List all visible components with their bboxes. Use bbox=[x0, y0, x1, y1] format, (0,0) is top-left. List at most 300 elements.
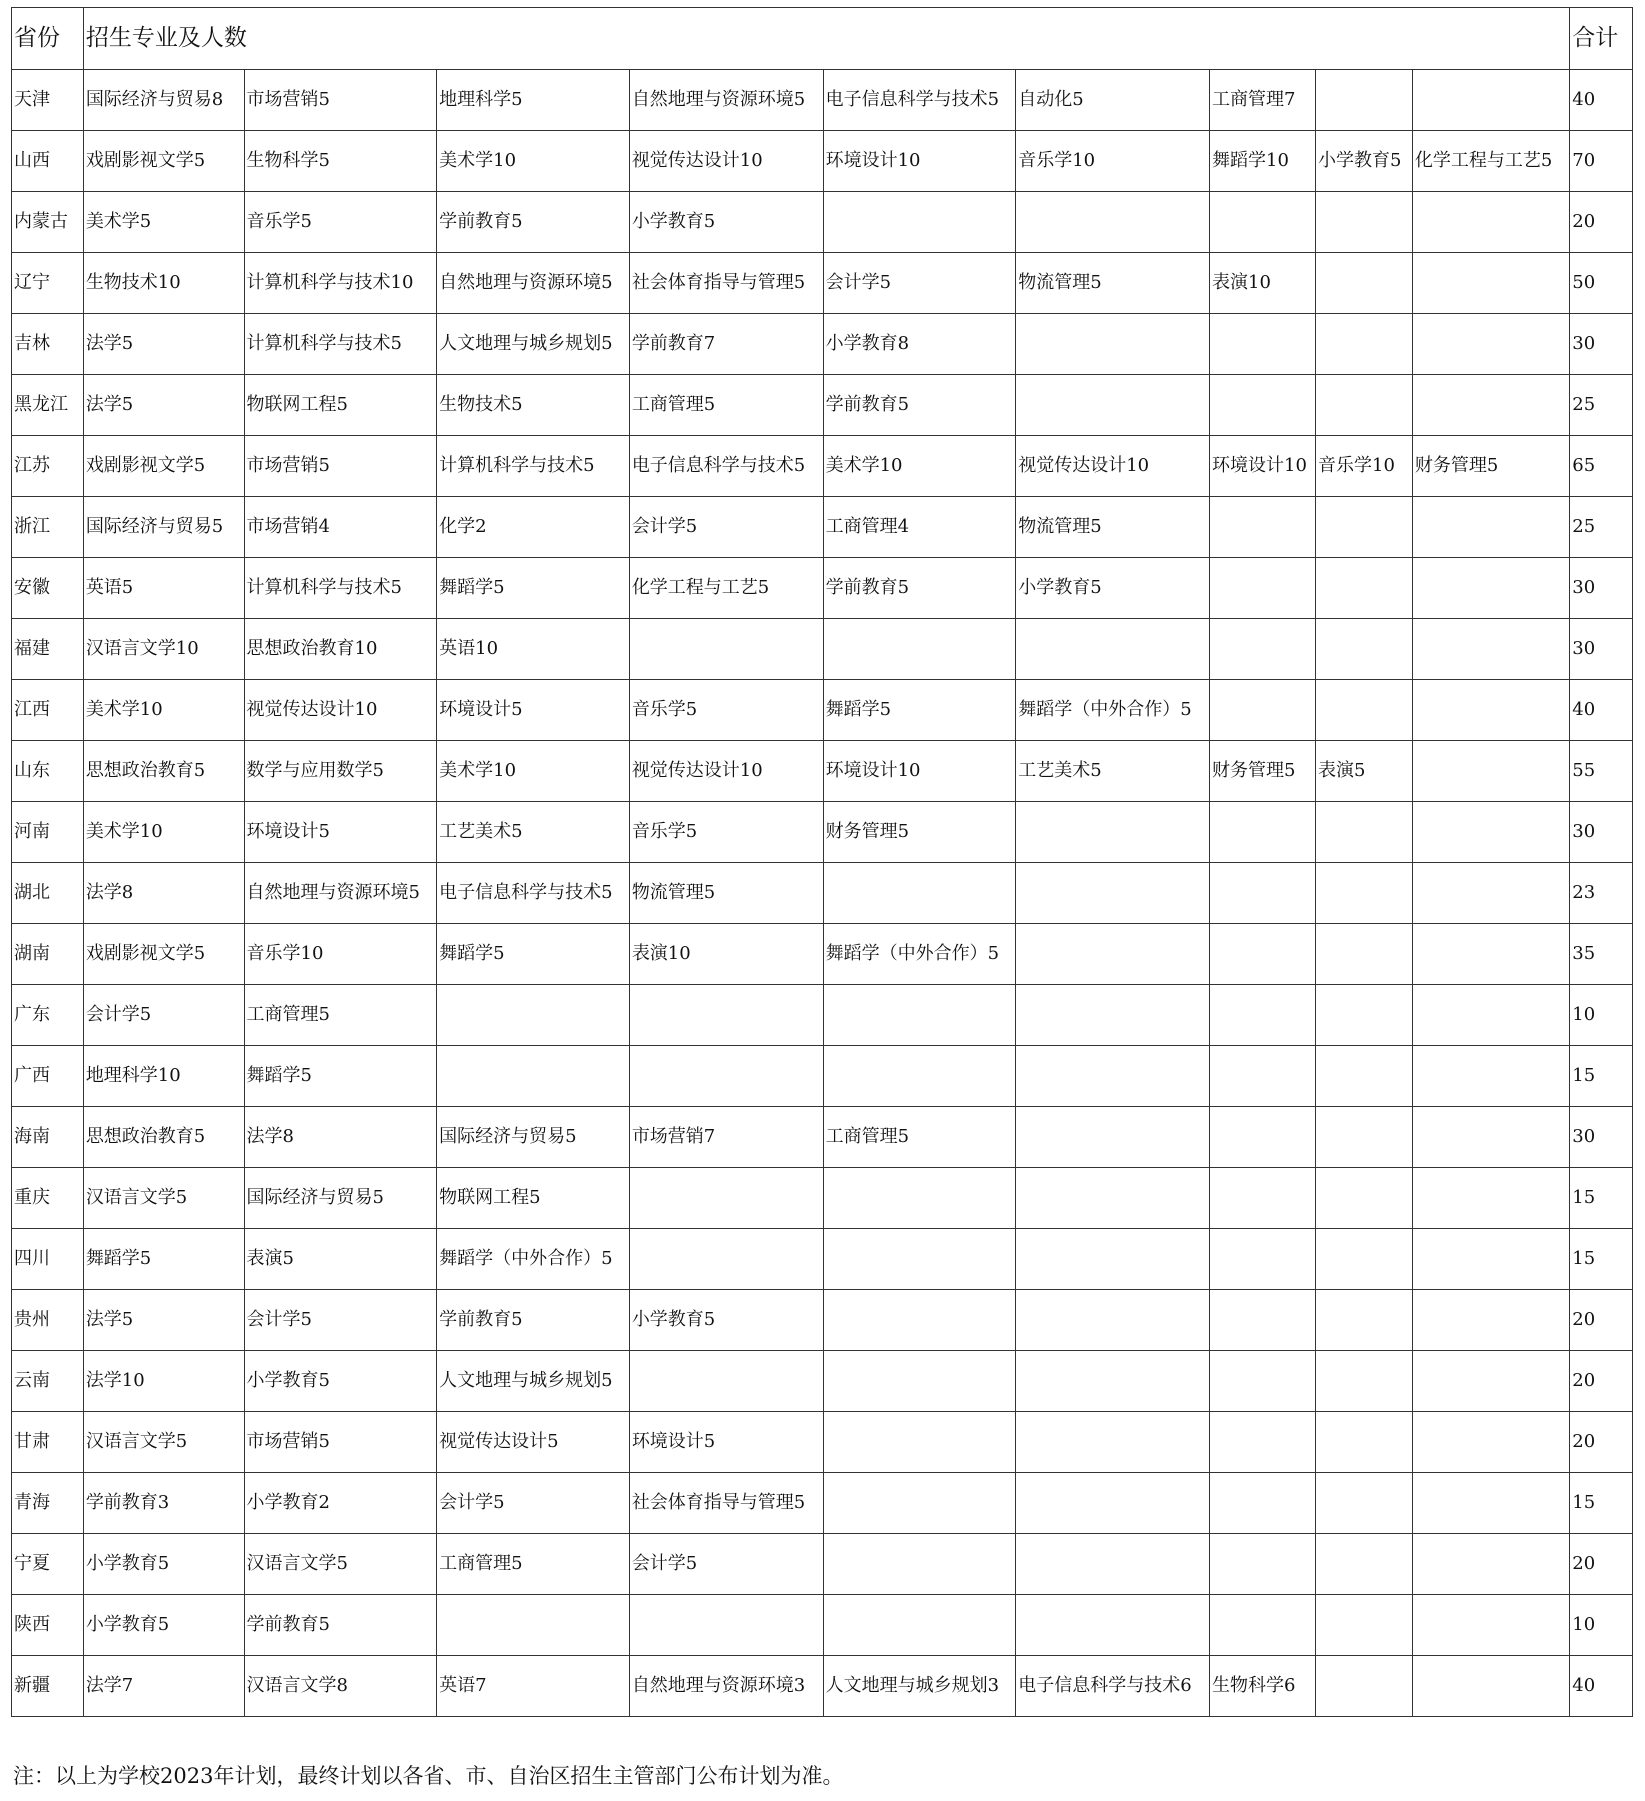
major-cell: 环境设计10 bbox=[1210, 436, 1316, 497]
major-cell bbox=[1016, 1107, 1210, 1168]
major-cell bbox=[629, 1229, 823, 1290]
table-row bbox=[12, 375, 1633, 436]
major-cell bbox=[1210, 985, 1316, 1046]
major-cell: 舞蹈学10 bbox=[1210, 131, 1316, 192]
major-cell bbox=[1210, 863, 1316, 924]
major-cell bbox=[1412, 1107, 1569, 1168]
province-cell: 新疆 bbox=[12, 1656, 84, 1717]
major-cell bbox=[1316, 1473, 1413, 1534]
major-cell bbox=[1016, 314, 1210, 375]
major-cell: 生物科学6 bbox=[1210, 1656, 1316, 1717]
province-cell: 贵州 bbox=[12, 1290, 84, 1351]
major-cell: 美术学10 bbox=[437, 741, 630, 802]
province-cell: 宁夏 bbox=[12, 1534, 84, 1595]
major-cell: 学前教育5 bbox=[823, 375, 1016, 436]
province-cell: 海南 bbox=[12, 1107, 84, 1168]
major-cell: 地理科学5 bbox=[437, 70, 630, 131]
province-cell: 青海 bbox=[12, 1473, 84, 1534]
major-cell: 物流管理5 bbox=[1016, 253, 1210, 314]
major-cell: 法学5 bbox=[83, 375, 244, 436]
major-cell bbox=[1412, 558, 1569, 619]
province-cell: 浙江 bbox=[12, 497, 84, 558]
major-cell: 地理科学10 bbox=[83, 1046, 244, 1107]
major-cell: 舞蹈学5 bbox=[244, 1046, 437, 1107]
major-cell: 思想政治教育5 bbox=[83, 1107, 244, 1168]
total-cell: 30 bbox=[1570, 314, 1633, 375]
major-cell bbox=[1316, 680, 1413, 741]
major-cell: 财务管理5 bbox=[1210, 741, 1316, 802]
major-cell: 生物技术5 bbox=[437, 375, 630, 436]
province-cell: 云南 bbox=[12, 1351, 84, 1412]
total-cell: 30 bbox=[1570, 1107, 1633, 1168]
province-cell: 江苏 bbox=[12, 436, 84, 497]
major-cell: 人文地理与城乡规划5 bbox=[437, 314, 630, 375]
major-cell bbox=[1412, 863, 1569, 924]
major-cell: 工商管理5 bbox=[823, 1107, 1016, 1168]
major-cell: 环境设计10 bbox=[823, 741, 1016, 802]
province-cell: 安徽 bbox=[12, 558, 84, 619]
major-cell bbox=[629, 1046, 823, 1107]
major-cell: 物流管理5 bbox=[1016, 497, 1210, 558]
table-row bbox=[12, 70, 1633, 131]
major-cell bbox=[1210, 1107, 1316, 1168]
major-cell: 舞蹈学5 bbox=[437, 558, 630, 619]
table-row bbox=[12, 1351, 1633, 1412]
major-cell bbox=[1210, 1229, 1316, 1290]
major-cell: 市场营销5 bbox=[244, 436, 437, 497]
major-cell bbox=[1016, 1046, 1210, 1107]
major-cell bbox=[1412, 1046, 1569, 1107]
major-cell: 英语7 bbox=[437, 1656, 630, 1717]
total-cell: 50 bbox=[1570, 253, 1633, 314]
major-cell bbox=[1412, 802, 1569, 863]
major-cell: 表演10 bbox=[629, 924, 823, 985]
major-cell: 小学教育5 bbox=[83, 1595, 244, 1656]
header-total: 合计 bbox=[1570, 8, 1633, 70]
major-cell: 美术学10 bbox=[823, 436, 1016, 497]
major-cell bbox=[1016, 1351, 1210, 1412]
major-cell bbox=[1210, 802, 1316, 863]
major-cell: 会计学5 bbox=[629, 497, 823, 558]
major-cell: 小学教育5 bbox=[629, 1290, 823, 1351]
major-cell: 表演10 bbox=[1210, 253, 1316, 314]
major-cell: 国际经济与贸易8 bbox=[83, 70, 244, 131]
major-cell bbox=[1210, 1351, 1316, 1412]
major-cell: 法学8 bbox=[83, 863, 244, 924]
table-row bbox=[12, 1046, 1633, 1107]
table-row bbox=[12, 1412, 1633, 1473]
total-cell: 55 bbox=[1570, 741, 1633, 802]
major-cell: 舞蹈学（中外合作）5 bbox=[823, 924, 1016, 985]
table-row bbox=[12, 1107, 1633, 1168]
major-cell bbox=[823, 1229, 1016, 1290]
major-cell bbox=[1412, 1473, 1569, 1534]
major-cell bbox=[1210, 924, 1316, 985]
major-cell bbox=[1412, 741, 1569, 802]
major-cell: 工商管理5 bbox=[437, 1534, 630, 1595]
total-cell: 20 bbox=[1570, 1412, 1633, 1473]
major-cell: 表演5 bbox=[1316, 741, 1413, 802]
major-cell bbox=[1210, 1534, 1316, 1595]
major-cell bbox=[1316, 558, 1413, 619]
major-cell bbox=[1316, 375, 1413, 436]
major-cell bbox=[1210, 375, 1316, 436]
major-cell bbox=[1412, 1656, 1569, 1717]
major-cell: 会计学5 bbox=[823, 253, 1016, 314]
major-cell: 自然地理与资源环境5 bbox=[244, 863, 437, 924]
table-row bbox=[12, 1534, 1633, 1595]
total-cell: 40 bbox=[1570, 70, 1633, 131]
major-cell: 自然地理与资源环境3 bbox=[629, 1656, 823, 1717]
major-cell bbox=[1210, 1595, 1316, 1656]
table-row bbox=[12, 924, 1633, 985]
major-cell bbox=[1210, 1290, 1316, 1351]
major-cell bbox=[1412, 1351, 1569, 1412]
total-cell: 15 bbox=[1570, 1046, 1633, 1107]
province-cell: 辽宁 bbox=[12, 253, 84, 314]
major-cell bbox=[1016, 1595, 1210, 1656]
major-cell: 思想政治教育10 bbox=[244, 619, 437, 680]
major-cell bbox=[1412, 619, 1569, 680]
total-cell: 40 bbox=[1570, 1656, 1633, 1717]
major-cell: 自然地理与资源环境5 bbox=[629, 70, 823, 131]
total-cell: 35 bbox=[1570, 924, 1633, 985]
major-cell: 美术学10 bbox=[437, 131, 630, 192]
header-province: 省份 bbox=[12, 8, 84, 70]
major-cell: 工艺美术5 bbox=[1016, 741, 1210, 802]
major-cell: 汉语言文学5 bbox=[83, 1412, 244, 1473]
major-cell bbox=[823, 1351, 1016, 1412]
major-cell: 社会体育指导与管理5 bbox=[629, 253, 823, 314]
major-cell bbox=[1316, 1534, 1413, 1595]
major-cell: 表演5 bbox=[244, 1229, 437, 1290]
major-cell bbox=[1316, 1412, 1413, 1473]
major-cell bbox=[823, 1168, 1016, 1229]
major-cell bbox=[1316, 1351, 1413, 1412]
province-cell: 湖北 bbox=[12, 863, 84, 924]
major-cell bbox=[1316, 1595, 1413, 1656]
major-cell: 自然地理与资源环境5 bbox=[437, 253, 630, 314]
major-cell bbox=[1016, 192, 1210, 253]
major-cell: 舞蹈学（中外合作）5 bbox=[437, 1229, 630, 1290]
major-cell: 法学5 bbox=[83, 314, 244, 375]
table-row bbox=[12, 558, 1633, 619]
major-cell bbox=[1412, 497, 1569, 558]
major-cell: 学前教育3 bbox=[83, 1473, 244, 1534]
major-cell bbox=[1016, 1473, 1210, 1534]
total-cell: 20 bbox=[1570, 1534, 1633, 1595]
major-cell bbox=[1412, 924, 1569, 985]
major-cell bbox=[1316, 985, 1413, 1046]
major-cell bbox=[1210, 1046, 1316, 1107]
province-cell: 广东 bbox=[12, 985, 84, 1046]
major-cell: 会计学5 bbox=[244, 1290, 437, 1351]
major-cell: 环境设计10 bbox=[823, 131, 1016, 192]
major-cell bbox=[823, 1046, 1016, 1107]
major-cell: 市场营销5 bbox=[244, 1412, 437, 1473]
major-cell: 物联网工程5 bbox=[244, 375, 437, 436]
major-cell bbox=[1316, 1229, 1413, 1290]
major-cell bbox=[1412, 680, 1569, 741]
major-cell bbox=[629, 1595, 823, 1656]
major-cell: 计算机科学与技术5 bbox=[437, 436, 630, 497]
major-cell bbox=[823, 619, 1016, 680]
major-cell: 舞蹈学（中外合作）5 bbox=[1016, 680, 1210, 741]
major-cell: 汉语言文学5 bbox=[83, 1168, 244, 1229]
major-cell bbox=[437, 985, 630, 1046]
major-cell: 音乐学10 bbox=[1316, 436, 1413, 497]
major-cell bbox=[1210, 192, 1316, 253]
table-row bbox=[12, 619, 1633, 680]
major-cell: 视觉传达设计5 bbox=[437, 1412, 630, 1473]
table-row bbox=[12, 1473, 1633, 1534]
major-cell: 市场营销4 bbox=[244, 497, 437, 558]
major-cell: 法学5 bbox=[83, 1290, 244, 1351]
enrollment-plan-table bbox=[11, 7, 1633, 1717]
major-cell: 小学教育5 bbox=[244, 1351, 437, 1412]
major-cell bbox=[1412, 1595, 1569, 1656]
major-cell: 工商管理5 bbox=[244, 985, 437, 1046]
major-cell: 舞蹈学5 bbox=[823, 680, 1016, 741]
major-cell: 工艺美术5 bbox=[437, 802, 630, 863]
major-cell: 物流管理5 bbox=[629, 863, 823, 924]
province-cell: 福建 bbox=[12, 619, 84, 680]
major-cell: 电子信息科学与技术6 bbox=[1016, 1656, 1210, 1717]
major-cell bbox=[1210, 1412, 1316, 1473]
major-cell: 国际经济与贸易5 bbox=[244, 1168, 437, 1229]
major-cell bbox=[1016, 924, 1210, 985]
header-majors: 招生专业及人数 bbox=[83, 8, 1569, 70]
major-cell: 电子信息科学与技术5 bbox=[437, 863, 630, 924]
major-cell bbox=[1016, 802, 1210, 863]
major-cell bbox=[1316, 497, 1413, 558]
major-cell: 市场营销5 bbox=[244, 70, 437, 131]
province-cell: 河南 bbox=[12, 802, 84, 863]
major-cell bbox=[1412, 253, 1569, 314]
major-cell: 计算机科学与技术5 bbox=[244, 314, 437, 375]
major-cell: 音乐学10 bbox=[1016, 131, 1210, 192]
major-cell: 物联网工程5 bbox=[437, 1168, 630, 1229]
major-cell: 音乐学10 bbox=[244, 924, 437, 985]
major-cell: 国际经济与贸易5 bbox=[437, 1107, 630, 1168]
major-cell: 人文地理与城乡规划3 bbox=[823, 1656, 1016, 1717]
table-row bbox=[12, 192, 1633, 253]
major-cell bbox=[1316, 192, 1413, 253]
major-cell bbox=[437, 1595, 630, 1656]
province-cell: 广西 bbox=[12, 1046, 84, 1107]
major-cell bbox=[629, 1351, 823, 1412]
major-cell: 会计学5 bbox=[437, 1473, 630, 1534]
major-cell bbox=[1210, 619, 1316, 680]
major-cell: 工商管理4 bbox=[823, 497, 1016, 558]
table-row bbox=[12, 863, 1633, 924]
major-cell: 小学教育5 bbox=[83, 1534, 244, 1595]
major-cell bbox=[1412, 375, 1569, 436]
major-cell: 音乐学5 bbox=[629, 680, 823, 741]
major-cell bbox=[1412, 70, 1569, 131]
table-row bbox=[12, 802, 1633, 863]
major-cell: 法学10 bbox=[83, 1351, 244, 1412]
major-cell: 环境设计5 bbox=[437, 680, 630, 741]
major-cell: 小学教育8 bbox=[823, 314, 1016, 375]
major-cell bbox=[1316, 253, 1413, 314]
total-cell: 40 bbox=[1570, 680, 1633, 741]
major-cell bbox=[1016, 1168, 1210, 1229]
table-row bbox=[12, 131, 1633, 192]
major-cell bbox=[1412, 1412, 1569, 1473]
province-cell: 天津 bbox=[12, 70, 84, 131]
total-cell: 10 bbox=[1570, 1595, 1633, 1656]
major-cell bbox=[1412, 1290, 1569, 1351]
major-cell bbox=[1016, 863, 1210, 924]
major-cell bbox=[1210, 558, 1316, 619]
major-cell: 会计学5 bbox=[83, 985, 244, 1046]
major-cell bbox=[1316, 1290, 1413, 1351]
major-cell bbox=[1016, 375, 1210, 436]
major-cell: 英语10 bbox=[437, 619, 630, 680]
province-cell: 江西 bbox=[12, 680, 84, 741]
table-row bbox=[12, 1595, 1633, 1656]
major-cell bbox=[1412, 1229, 1569, 1290]
total-cell: 30 bbox=[1570, 802, 1633, 863]
major-cell: 视觉传达设计10 bbox=[629, 131, 823, 192]
major-cell: 法学7 bbox=[83, 1656, 244, 1717]
major-cell bbox=[1016, 985, 1210, 1046]
major-cell: 化学工程与工艺5 bbox=[1412, 131, 1569, 192]
table-row bbox=[12, 253, 1633, 314]
table-body bbox=[12, 70, 1633, 1717]
major-cell bbox=[1316, 1107, 1413, 1168]
major-cell: 戏剧影视文学5 bbox=[83, 131, 244, 192]
major-cell: 美术学10 bbox=[83, 680, 244, 741]
major-cell: 戏剧影视文学5 bbox=[83, 436, 244, 497]
major-cell bbox=[1016, 619, 1210, 680]
province-cell: 重庆 bbox=[12, 1168, 84, 1229]
major-cell: 化学工程与工艺5 bbox=[629, 558, 823, 619]
major-cell: 视觉传达设计10 bbox=[244, 680, 437, 741]
major-cell: 音乐学5 bbox=[629, 802, 823, 863]
major-cell bbox=[629, 619, 823, 680]
major-cell bbox=[823, 863, 1016, 924]
major-cell: 自动化5 bbox=[1016, 70, 1210, 131]
province-cell: 湖南 bbox=[12, 924, 84, 985]
major-cell bbox=[437, 1046, 630, 1107]
total-cell: 20 bbox=[1570, 1290, 1633, 1351]
table-header-row bbox=[12, 8, 1633, 70]
major-cell: 舞蹈学5 bbox=[83, 1229, 244, 1290]
major-cell: 英语5 bbox=[83, 558, 244, 619]
major-cell: 社会体育指导与管理5 bbox=[629, 1473, 823, 1534]
major-cell: 视觉传达设计10 bbox=[629, 741, 823, 802]
total-cell: 10 bbox=[1570, 985, 1633, 1046]
major-cell bbox=[1412, 1168, 1569, 1229]
table-row bbox=[12, 1229, 1633, 1290]
major-cell: 财务管理5 bbox=[823, 802, 1016, 863]
major-cell: 数学与应用数学5 bbox=[244, 741, 437, 802]
major-cell: 国际经济与贸易5 bbox=[83, 497, 244, 558]
table-row bbox=[12, 1290, 1633, 1351]
major-cell bbox=[823, 1412, 1016, 1473]
major-cell: 工商管理5 bbox=[629, 375, 823, 436]
major-cell bbox=[823, 1290, 1016, 1351]
province-cell: 陕西 bbox=[12, 1595, 84, 1656]
table-row bbox=[12, 1656, 1633, 1717]
total-cell: 20 bbox=[1570, 1351, 1633, 1412]
major-cell bbox=[1316, 1168, 1413, 1229]
province-cell: 黑龙江 bbox=[12, 375, 84, 436]
major-cell: 美术学5 bbox=[83, 192, 244, 253]
major-cell bbox=[1316, 314, 1413, 375]
major-cell: 电子信息科学与技术5 bbox=[823, 70, 1016, 131]
major-cell bbox=[1210, 1473, 1316, 1534]
total-cell: 25 bbox=[1570, 375, 1633, 436]
major-cell: 计算机科学与技术10 bbox=[244, 253, 437, 314]
major-cell: 舞蹈学5 bbox=[437, 924, 630, 985]
major-cell bbox=[1210, 314, 1316, 375]
major-cell bbox=[1016, 1534, 1210, 1595]
major-cell bbox=[1210, 497, 1316, 558]
major-cell bbox=[823, 1534, 1016, 1595]
major-cell bbox=[1316, 1656, 1413, 1717]
table-row bbox=[12, 436, 1633, 497]
province-cell: 内蒙古 bbox=[12, 192, 84, 253]
total-cell: 15 bbox=[1570, 1473, 1633, 1534]
major-cell: 电子信息科学与技术5 bbox=[629, 436, 823, 497]
major-cell bbox=[1316, 802, 1413, 863]
major-cell: 学前教育5 bbox=[823, 558, 1016, 619]
major-cell: 戏剧影视文学5 bbox=[83, 924, 244, 985]
total-cell: 30 bbox=[1570, 558, 1633, 619]
total-cell: 15 bbox=[1570, 1168, 1633, 1229]
table-row bbox=[12, 497, 1633, 558]
major-cell bbox=[823, 1595, 1016, 1656]
major-cell bbox=[1316, 924, 1413, 985]
major-cell bbox=[1316, 1046, 1413, 1107]
major-cell: 会计学5 bbox=[629, 1534, 823, 1595]
major-cell: 学前教育5 bbox=[437, 192, 630, 253]
total-cell: 65 bbox=[1570, 436, 1633, 497]
major-cell: 法学8 bbox=[244, 1107, 437, 1168]
major-cell: 音乐学5 bbox=[244, 192, 437, 253]
table-row bbox=[12, 741, 1633, 802]
total-cell: 30 bbox=[1570, 619, 1633, 680]
major-cell: 汉语言文学10 bbox=[83, 619, 244, 680]
major-cell bbox=[629, 1168, 823, 1229]
province-cell: 山西 bbox=[12, 131, 84, 192]
major-cell: 小学教育2 bbox=[244, 1473, 437, 1534]
major-cell: 计算机科学与技术5 bbox=[244, 558, 437, 619]
major-cell bbox=[1016, 1412, 1210, 1473]
table-row bbox=[12, 1168, 1633, 1229]
major-cell: 学前教育5 bbox=[437, 1290, 630, 1351]
total-cell: 20 bbox=[1570, 192, 1633, 253]
major-cell: 小学教育5 bbox=[1016, 558, 1210, 619]
major-cell bbox=[823, 192, 1016, 253]
major-cell: 视觉传达设计10 bbox=[1016, 436, 1210, 497]
major-cell: 汉语言文学5 bbox=[244, 1534, 437, 1595]
major-cell bbox=[823, 985, 1016, 1046]
major-cell bbox=[1316, 70, 1413, 131]
major-cell: 财务管理5 bbox=[1412, 436, 1569, 497]
major-cell bbox=[1412, 985, 1569, 1046]
major-cell: 生物科学5 bbox=[244, 131, 437, 192]
major-cell bbox=[823, 1473, 1016, 1534]
major-cell bbox=[1210, 680, 1316, 741]
major-cell: 学前教育7 bbox=[629, 314, 823, 375]
major-cell: 小学教育5 bbox=[629, 192, 823, 253]
table-row bbox=[12, 985, 1633, 1046]
major-cell: 小学教育5 bbox=[1316, 131, 1413, 192]
